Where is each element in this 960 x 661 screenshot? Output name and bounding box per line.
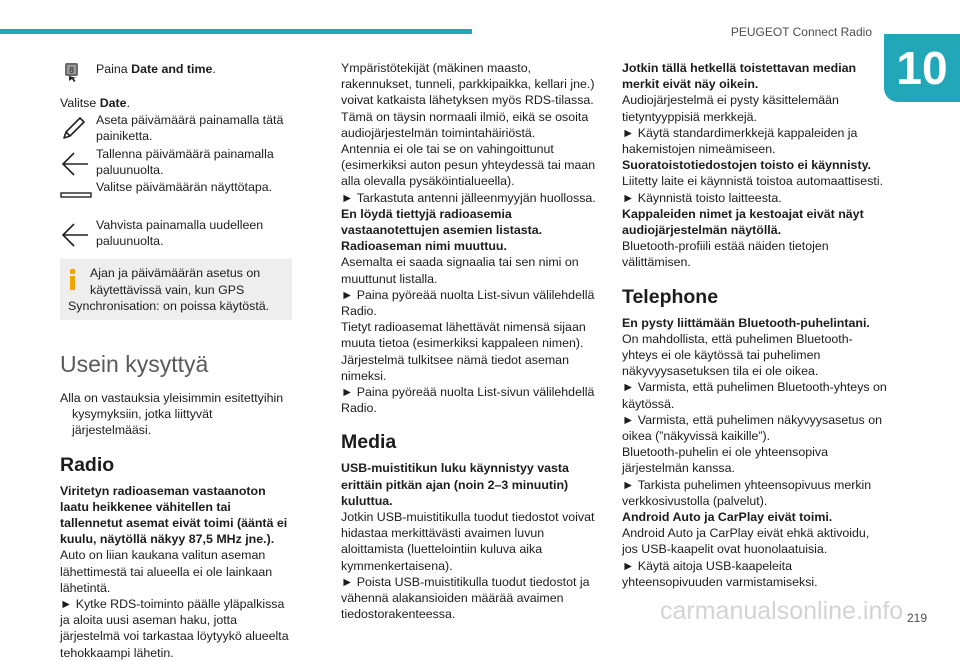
paragraph: Järjestelmä tulkitsee nämä tiedot aseman nimeksi. [341, 352, 569, 383]
column-1 [60, 60, 292, 661]
telephone-heading: Telephone [622, 285, 719, 308]
action-item: ► Käynnistä toisto laitteesta. [622, 190, 888, 206]
date-and-time-label: Date and time [131, 62, 213, 76]
action-item: ► Poista USB-muistitikulla tuodut tiedostot ja vähennä alakansioiden määrää avaimen tiedostorakenteessa. [341, 574, 605, 623]
question: Suoratoistotiedostojen toisto ei käynnisty. [622, 158, 871, 173]
step-text: Aseta päivämäärä painamalla tätä painiketta. [96, 113, 284, 144]
question: Radioaseman nimi muuttuu. [341, 239, 507, 254]
step-text: Valitse päivämäärän näyttötapa. [96, 180, 273, 195]
column-3 [622, 60, 888, 590]
question: En pysty liittämään Bluetooth-puhelintani. [622, 315, 870, 330]
info-note [60, 259, 292, 320]
action-item: ► Käytä aitoja USB-kaapeleita yhteensopivuuden varmistamiseksi. [622, 558, 888, 590]
paragraph: Liitetty laite ei käynnistä toistoa automaattisesti. [622, 174, 884, 189]
info-icon [70, 269, 75, 290]
punct: . [212, 62, 216, 76]
paragraph: Jotkin USB-muistitikulla tuodut tiedostot voivat hidastaa merkittävästi avaimen luvun aloittamista (luettelointiin kuluva aika kymmenkertaisena). [341, 510, 595, 573]
page-header-title: PEUGEOT Connect Radio [730, 25, 872, 39]
radio-question-1: Viritetyn radioaseman vastaanoton laatu heikkenee vähitellen tai tallennetut asemat eivät toimi (ääntä ei kuulu, näytöllä näkyy 87,5 MHz jne.). [60, 483, 288, 547]
step-save-date [60, 146, 292, 178]
step-text: Vahvista painamalla uudelleen paluunuolta. [96, 218, 264, 249]
date-label: Date [99, 96, 127, 110]
paragraph: Bluetooth-puhelin ei ole yhteensopiva järjestelmän kanssa. [622, 445, 828, 476]
step-confirm [60, 217, 292, 249]
step-text: Paina [96, 62, 132, 76]
back-arrow-icon [60, 217, 96, 249]
paragraph: Bluetooth-profiili estää näiden tietojen välittämisen. [622, 239, 829, 270]
action-item: ► Paina pyöreää nuolta List-sivun välilehdellä Radio. [341, 384, 605, 416]
paragraph: Audiojärjestelmä ei pysty käsittelemään tietyntyyppisiä merkkejä. [622, 93, 839, 124]
step-text: Tallenna päivämäärä painamalla paluunuolta. [96, 146, 274, 177]
faq-heading: Usein kysyttyä [60, 351, 209, 378]
svg-text:8: 8 [68, 66, 75, 75]
step-date-format [60, 179, 292, 211]
question: En löydä tiettyjä radioasemia vastaanotettujen asemien listasta. [341, 206, 543, 238]
step-set-date [60, 112, 292, 144]
radio-action-1: ► Kytke RDS-toiminto päälle yläpalkissa ja aloita uusi aseman haku, jotta järjestelmä voi tarkastaa löytyykö alueelta tehokkaampi lähetin. [60, 596, 292, 661]
action-item: ► Varmista, että puhelimen Bluetooth-yhteys on käytössä. [622, 379, 888, 411]
paragraph: Asemalta ei saada signaalia tai sen nimi on muuttunut listalla. [341, 255, 579, 286]
header-accent-bar [0, 29, 472, 34]
question: USB-muistitikun luku käynnistyy vasta erittäin pitkän ajan (noin 2–3 minuutin) kuluttua. [341, 461, 569, 508]
action-item: ► Tarkastuta antenni jälleenmyyjän huollossa. [341, 190, 605, 206]
watermark: carmanualsonline.info [660, 597, 904, 625]
radio-answer-1: Auto on liian kaukana valitun aseman lähettimestä tai alueella ei ole lainkaan lähetintä. [60, 548, 273, 595]
question: Android Auto ja CarPlay eivät toimi. [622, 510, 833, 525]
paragraph: Tietyt radioasemat lähettävät nimensä sijaan muuta tietoa (esimerkiksi kappaleen nimen). [341, 320, 586, 351]
note-text-2: Synchronisation: on poissa käytöstä. [68, 298, 270, 313]
step-date-and-time [60, 61, 292, 93]
page-number: 219 [906, 611, 927, 625]
punct: . [126, 96, 131, 110]
question: Kappaleiden nimet ja kestoajat eivät näyt audiojärjestelmän näytöllä. [622, 206, 864, 238]
question: Jotkin tällä hetkellä toistettavan median merkit eivät näy oikein. [622, 61, 857, 92]
paragraph: On mahdollista, että puhelimen Bluetooth-yhteys ei ole käytössä tai puhelimen näkyvyysasetuksen tila ei ole oikea. [622, 331, 853, 379]
action-item: ► Varmista, että puhelimen näkyvyysasetus on oikea (”näkyvissä kaikille”). [622, 412, 888, 444]
select-text: Valitse [60, 96, 100, 110]
format-bar-icon [60, 179, 96, 211]
faq-intro: Alla on vastauksia yleisimmin esitettyihin kysymyksiin, jotka liittyvät järjestelmääsi. [60, 391, 284, 438]
action-item: ► Tarkista puhelimen yhteensopivuus merkin verkkosivustolla (palvelut). [622, 477, 888, 509]
note-text-1: Ajan ja päivämäärän asetus on käytettävissä vain, kun GPS [90, 266, 261, 297]
radio-heading: Radio [60, 453, 115, 476]
paragraph: Ympäristötekijät (mäkinen maasto, rakennukset, tunneli, parkkipaikka, kellari jne.) voivat katkaista lähetyksen myös RDS-tilassa. [341, 61, 595, 108]
pencil-icon [60, 112, 96, 144]
paragraph: Antennia ei ole tai se on vahingoittunut (esimerkiksi auton pesun yhteydessä tai maan alla olevalla pysäköintialueella). [341, 142, 596, 189]
settings-button-icon [60, 61, 96, 93]
select-date-line [60, 95, 292, 111]
paragraph: Tämä on täysin normaali ilmiö, eikä se osoita audiojärjestelmän toimintahäiriöstä. [341, 109, 589, 140]
action-item: ► Paina pyöreää nuolta List-sivun välilehdellä Radio. [341, 287, 605, 319]
back-arrow-icon [60, 146, 96, 178]
paragraph: Android Auto ja CarPlay eivät ehkä aktivoidu, jos USB-kaapelit ovat huonolaatuisia. [622, 526, 870, 557]
action-item: ► Käytä standardimerkkejä kappaleiden ja hakemistojen nimeämiseen. [622, 125, 888, 157]
media-heading: Media [341, 431, 397, 454]
chapter-number-tab: 10 [884, 34, 960, 102]
column-2 [341, 60, 605, 623]
